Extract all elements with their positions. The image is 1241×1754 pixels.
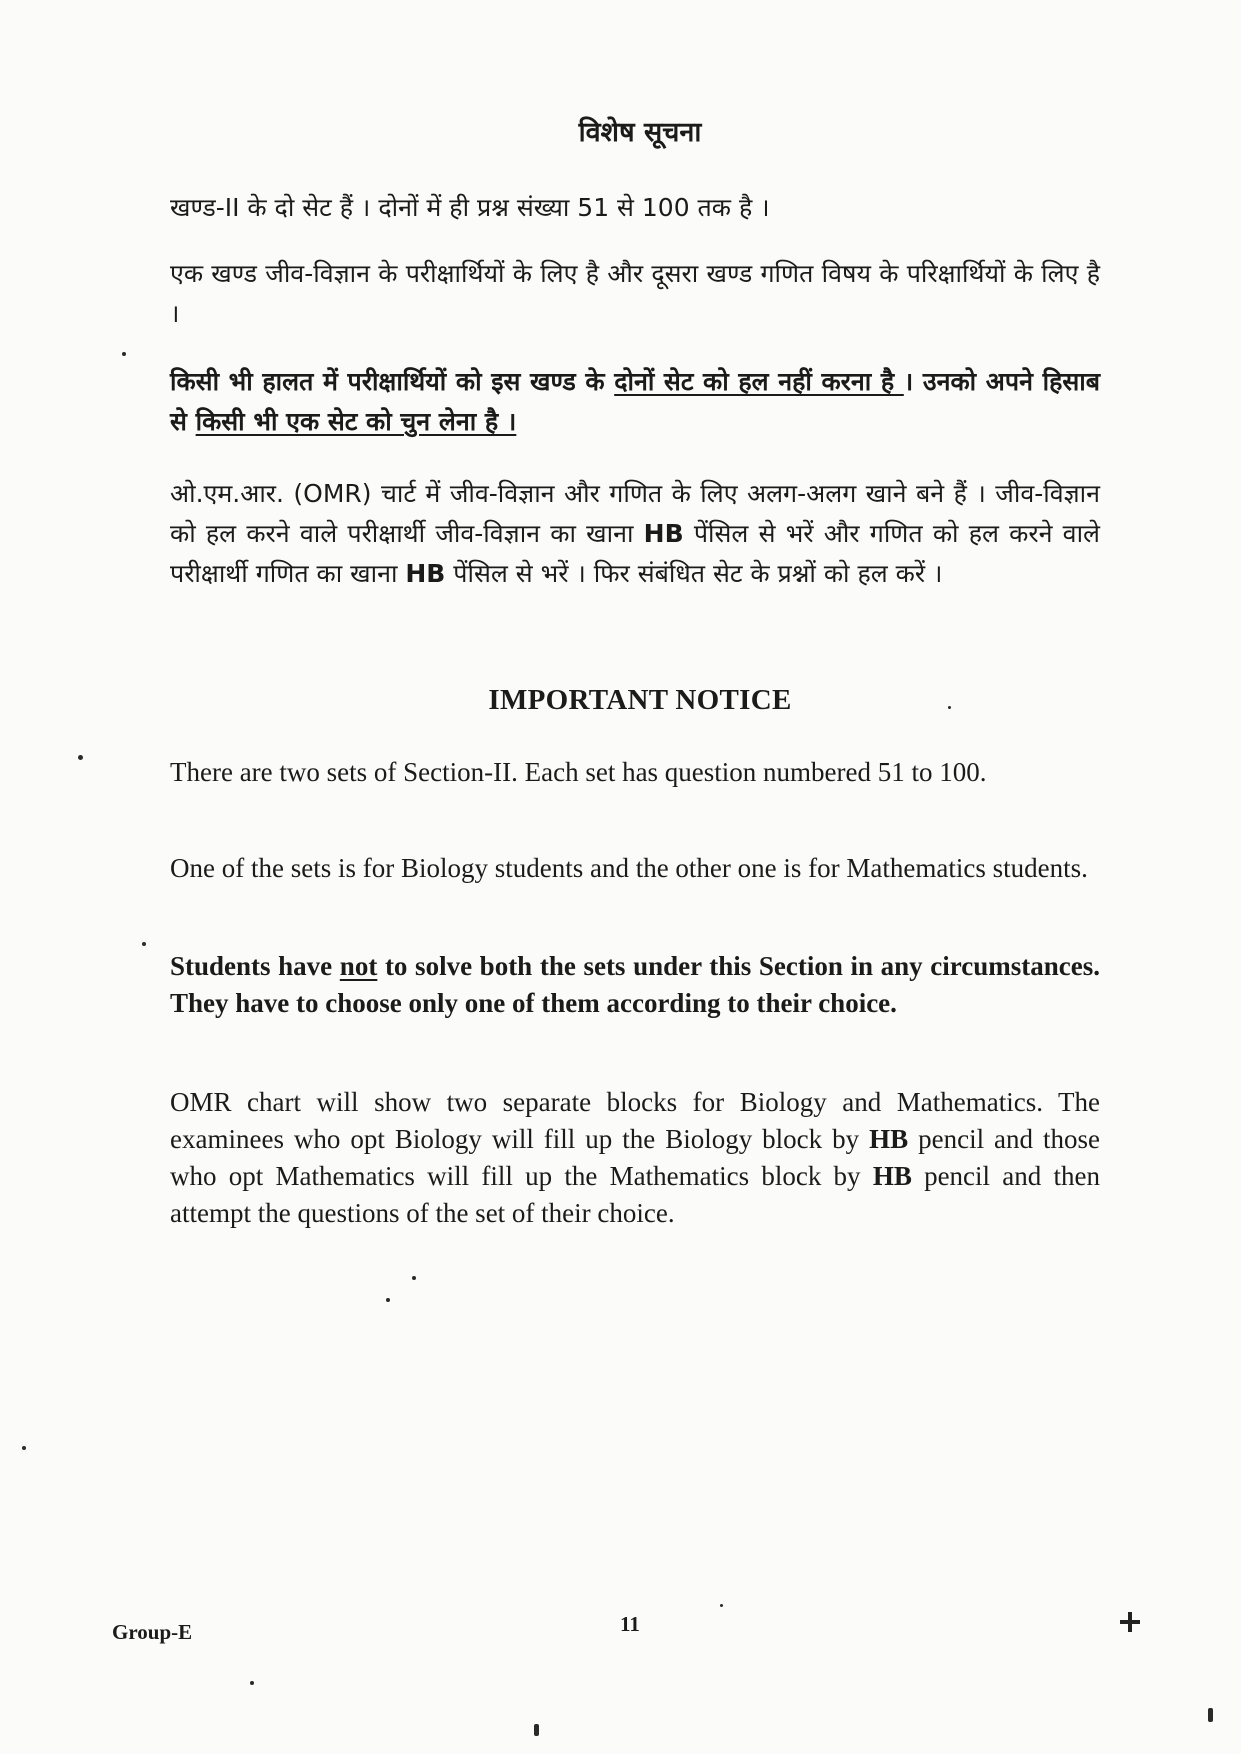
english-para-3-part2: to solve both the sets under this Section in any circumstances. They have to choose only one of them according to their choice.	[170, 951, 1100, 1018]
hindi-para-4-text	[170, 474, 1100, 594]
english-para-4-text	[170, 1084, 1100, 1232]
hindi-para-3-part1: किसी भी हालत में परीक्षार्थियों को इस खण्ड के	[170, 367, 615, 396]
english-para-2-text: One of the sets is for Biology students and the other one is for Mathematics students.	[170, 853, 1088, 883]
scan-speck	[948, 706, 951, 709]
hindi-para-3-part2: । उनको अपने हिसाब से	[170, 367, 1100, 436]
scan-speck	[122, 352, 126, 356]
hindi-para-4-part2: पेंसिल से भरें और गणित को हल करने वाले परीक्षार्थी गणित का खाना	[170, 519, 1101, 588]
english-paragraph-2	[170, 850, 1100, 887]
english-paragraph-4	[170, 1084, 1100, 1232]
hindi-para-1-text: खण्ड-II के दो सेट हैं । दोनों में ही प्रश्न संख्या 51 से 100 तक है ।	[170, 193, 770, 222]
english-para-4-hb-2: HB	[872, 1161, 912, 1191]
page-number: 11	[620, 1612, 640, 1636]
english-notice-title: IMPORTANT NOTICE	[488, 684, 792, 716]
hindi-paragraph-3	[170, 362, 1100, 442]
hindi-paragraph-1	[170, 188, 1100, 228]
scan-speck	[22, 1446, 26, 1450]
scan-speck	[386, 1298, 390, 1302]
english-para-1-text: There are two sets of Section-II. Each set has question numbered 51 to 100.	[170, 757, 987, 787]
english-para-4-hb-1: HB	[869, 1124, 909, 1154]
footer-group-label: Group-E	[112, 1620, 193, 1644]
english-paragraph-3	[170, 948, 1100, 1022]
hindi-para-4-part1: ओ.एम.आर. (OMR) चार्ट में जीव-विज्ञान और गणित के लिए अलग-अलग खाने बने हैं । जीव-विज्ञान को हल करने वाले परीक्षार्थी जीव-विज्ञान का खाना	[170, 479, 1100, 548]
hindi-para-4-hb-1: HB	[643, 519, 684, 548]
hindi-para-4-hb-2: HB	[405, 559, 446, 588]
english-paragraph-1	[170, 754, 1100, 791]
english-para-3-text	[170, 948, 1100, 1022]
scan-speck	[412, 1276, 416, 1280]
hindi-paragraph-4	[170, 474, 1100, 594]
hindi-para-4-part3: पेंसिल से भरें । फिर संबंधित सेट के प्रश्नों को हल करें ।	[445, 559, 943, 588]
hindi-para-3-underline-2: किसी भी एक सेट को चुन लेना है ।	[195, 407, 517, 436]
scan-speck	[534, 1724, 539, 1736]
english-para-4-part3: pencil and then attempt the questions of the set of their choice.	[170, 1161, 1100, 1228]
english-para-3-part1: Students have	[170, 951, 340, 981]
english-para-3-underline: not	[339, 951, 378, 981]
english-para-4-part1: OMR chart will show two separate blocks for Biology and Mathematics. The examinees who opt Biology will fill up the Biology block by	[170, 1087, 1100, 1154]
scan-speck	[1208, 1708, 1213, 1722]
hindi-para-3-text	[170, 362, 1100, 442]
scan-speck	[250, 1681, 254, 1685]
scan-speck	[720, 1604, 723, 1607]
hindi-paragraph-2	[170, 254, 1100, 334]
registration-cross-icon	[1120, 1612, 1140, 1632]
scan-speck	[142, 942, 146, 946]
english-para-4-part2: pencil and those who opt Mathematics will fill up the Mathematics block by	[170, 1124, 1100, 1191]
scan-speck	[78, 755, 83, 760]
hindi-para-2-text: एक खण्ड जीव-विज्ञान के परीक्षार्थियों के लिए है और दूसरा खण्ड गणित विषय के परिक्षार्थियों के लिए है ।	[170, 259, 1100, 328]
hindi-notice-title: विशेष सूचना	[578, 117, 702, 148]
hindi-para-3-underline-1: दोनों सेट को हल नहीं करना है	[614, 367, 904, 396]
